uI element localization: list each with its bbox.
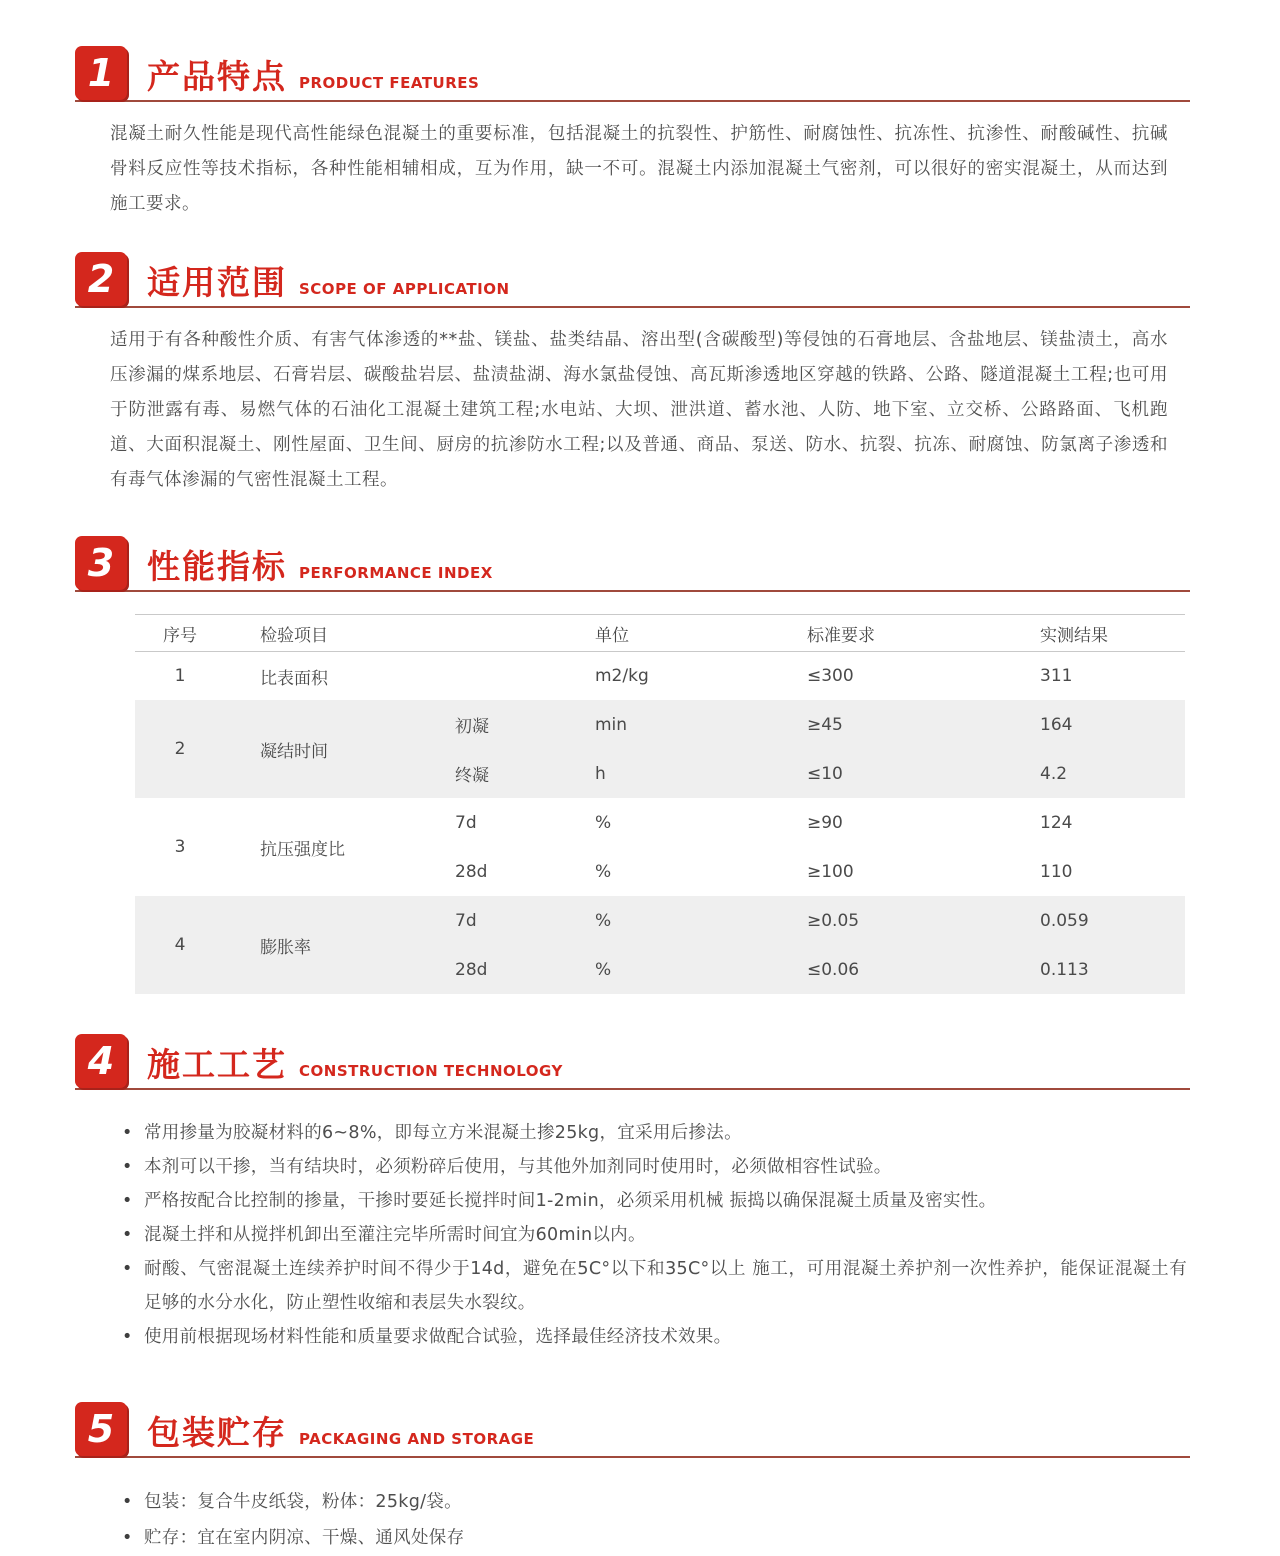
section-number: 5 — [87, 1407, 115, 1451]
cell-standard: ≤300 — [807, 666, 854, 686]
bullet-text: 本剂可以干掺，当有结块时，必须粉碎后使用，与其他外加剂同时使用时，必须做相容性试验。 — [144, 1157, 892, 1177]
section-title-en: CONSTRUCTION TECHNOLOGY — [299, 1062, 563, 1080]
cell-unit: h — [595, 763, 606, 784]
section-title-en: PRODUCT FEATURES — [299, 74, 480, 92]
cell-unit: m2/kg — [595, 666, 649, 686]
section-title-cn: 适用范围 — [147, 263, 287, 302]
bullet-text: 使用前根据现场材料性能和质量要求做配合试验，选择最佳经济技术效果。 — [144, 1327, 732, 1347]
cell-unit: % — [595, 959, 612, 980]
list-item — [122, 1252, 1187, 1320]
cell-sub-label: 7d — [455, 910, 477, 931]
list-item — [122, 1320, 1187, 1354]
bullet-icon: • — [122, 1123, 133, 1143]
cell-result: 0.113 — [1040, 959, 1089, 980]
cell-sub-label: 7d — [455, 812, 477, 833]
cell-result: 124 — [1040, 812, 1073, 833]
section-1-titles — [147, 57, 480, 100]
cell-unit: % — [595, 861, 612, 882]
header-unit: 单位 — [595, 625, 629, 646]
cell-seq: 3 — [174, 837, 186, 857]
cell-seq: 2 — [174, 739, 186, 759]
section-1-number-badge — [75, 46, 127, 100]
cell-standard: ≥45 — [807, 714, 843, 735]
section-5-titles — [147, 1413, 535, 1456]
section-number: 1 — [87, 51, 115, 95]
bullet-text: 严格按配合比控制的掺量，干掺时要延长搅拌时间1-2min，必须采用机械 振捣以确保混凝土质量及密实性。 — [144, 1191, 997, 1211]
section-title-cn: 施工工艺 — [147, 1045, 287, 1084]
bullet-icon: • — [122, 1492, 133, 1512]
list-item — [122, 1150, 1187, 1184]
cell-sub-label: 终凝 — [455, 766, 489, 786]
table-row — [135, 896, 1185, 994]
bullet-icon: • — [122, 1225, 133, 1245]
list-item — [122, 1184, 1187, 1218]
cell-standard: ≥100 — [807, 861, 854, 882]
list-item — [122, 1484, 1187, 1520]
cell-standard: ≤10 — [807, 763, 843, 784]
scope-of-application-paragraph: 适用于有各种酸性介质、有害气体渗透的**盐、镁盐、盐类结晶、溶出型(含碳酸型)等侵蚀的石膏地层、含盐地层、镁盐渍土，高水压渗漏的煤系地层、石膏岩层、碳酸盐岩层、盐渍盐湖、海水氯盐侵蚀、高瓦斯渗透地区穿越的铁路、公路、隧道混凝土工程;也可用于防泄露有毒、易燃气体的石油化工混凝土建筑工程;水电站、大坝、泄洪道、蓄水池、人防、地下室、立交桥、公路路面、飞机跑道、大面积混凝土、刚性屋面、卫生间、厨房的抗渗防水工程;以及普通、商品、泵送、防水、抗裂、抗冻、耐腐蚀、防氯离子渗透和有毒气体渗漏的气密性混凝土工程。 — [110, 330, 1168, 490]
cell-sub-label: 初凝 — [455, 717, 489, 737]
list-item — [122, 1116, 1187, 1150]
cell-seq: 4 — [174, 935, 186, 955]
performance-index-table — [135, 614, 1185, 994]
bullet-icon: • — [122, 1191, 133, 1211]
bullet-icon: • — [122, 1327, 133, 1347]
cell-sub-label: 28d — [455, 959, 488, 980]
section-3-header — [75, 536, 1190, 592]
cell-unit: min — [595, 714, 628, 735]
header-item: 检验项目 — [260, 625, 328, 646]
header-result: 实测结果 — [1040, 625, 1108, 646]
cell-seq: 1 — [174, 666, 186, 686]
construction-bullet-list — [122, 1116, 1187, 1354]
cell-standard: ≤0.06 — [807, 959, 860, 980]
table-row — [135, 700, 1185, 798]
cell-result: 4.2 — [1040, 763, 1068, 784]
table-row — [135, 798, 1185, 896]
cell-sub-label — [420, 652, 560, 700]
cell-item: 抗压强度比 — [260, 839, 345, 860]
bullet-text: 耐酸、气密混凝土连续养护时间不得少于14d，避免在5C°以下和35C°以上 施工，可用混凝土养护剂一次性养护，能保证混凝土有足够的水分水化，防止塑性收缩和表层失水裂纹。 — [144, 1259, 1188, 1313]
cell-result: 110 — [1040, 861, 1073, 882]
cell-standard: ≥90 — [807, 812, 843, 833]
cell-result: 0.059 — [1040, 910, 1089, 931]
bullet-icon: • — [122, 1157, 133, 1177]
section-5-header — [75, 1402, 1190, 1458]
header-sub — [420, 615, 560, 651]
section-3-titles — [147, 547, 493, 590]
bullet-text: 包装：复合牛皮纸袋，粉体：25kg/袋。 — [144, 1492, 462, 1512]
cell-item: 比表面积 — [260, 668, 328, 689]
section-title-cn: 产品特点 — [147, 57, 287, 96]
cell-standard: ≥0.05 — [807, 910, 860, 931]
section-1-header — [75, 46, 1190, 102]
section-number: 3 — [87, 541, 115, 585]
bullet-icon: • — [122, 1528, 133, 1548]
header-seq: 序号 — [163, 625, 197, 646]
list-item — [122, 1218, 1187, 1252]
section-number: 4 — [87, 1039, 115, 1083]
section-2-header — [75, 252, 1190, 308]
bullet-text: 混凝土拌和从搅拌机卸出至灌注完毕所需时间宜为60min以内。 — [144, 1225, 646, 1245]
header-standard: 标准要求 — [807, 625, 875, 646]
section-4-number-badge — [75, 1034, 127, 1088]
section-title-cn: 性能指标 — [147, 547, 287, 586]
cell-unit: % — [595, 910, 612, 931]
bullet-text: 常用掺量为胶凝材料的6~8%，即每立方米混凝土掺25kg，宜采用后掺法。 — [144, 1123, 742, 1143]
bullet-text: 贮存：宜在室内阴凉、干燥、通风处保存 — [144, 1528, 465, 1548]
list-item — [122, 1520, 1187, 1556]
section-4-titles — [147, 1045, 563, 1088]
section-5-number-badge — [75, 1402, 127, 1456]
section-title-en: SCOPE OF APPLICATION — [299, 280, 510, 298]
section-2-titles — [147, 263, 510, 306]
section-title-en: PACKAGING AND STORAGE — [299, 1430, 535, 1448]
section-title-cn: 包装贮存 — [147, 1413, 287, 1452]
product-features-paragraph: 混凝土耐久性能是现代高性能绿色混凝土的重要标准，包括混凝土的抗裂性、护筋性、耐腐蚀性、抗冻性、抗渗性、耐酸碱性、抗碱骨料反应性等技术指标，各种性能相辅相成，互为作用，缺一不可。混凝土内添加混凝土气密剂，可以很好的密实混凝土，从而达到施工要求。 — [110, 124, 1168, 214]
section-number: 2 — [87, 257, 115, 301]
cell-unit: % — [595, 812, 612, 833]
section-3-number-badge — [75, 536, 127, 590]
bullet-icon: • — [122, 1259, 133, 1279]
section-2-number-badge — [75, 252, 127, 306]
cell-result: 164 — [1040, 714, 1073, 735]
cell-item: 凝结时间 — [260, 741, 328, 762]
section-title-en: PERFORMANCE INDEX — [299, 564, 493, 582]
section-4-header — [75, 1034, 1190, 1090]
table-row — [135, 652, 1185, 700]
table-header-row — [135, 614, 1185, 652]
cell-sub-label: 28d — [455, 861, 488, 882]
cell-result: 311 — [1040, 666, 1073, 686]
cell-item: 膨胀率 — [260, 937, 311, 958]
packaging-bullet-list — [122, 1484, 1187, 1556]
